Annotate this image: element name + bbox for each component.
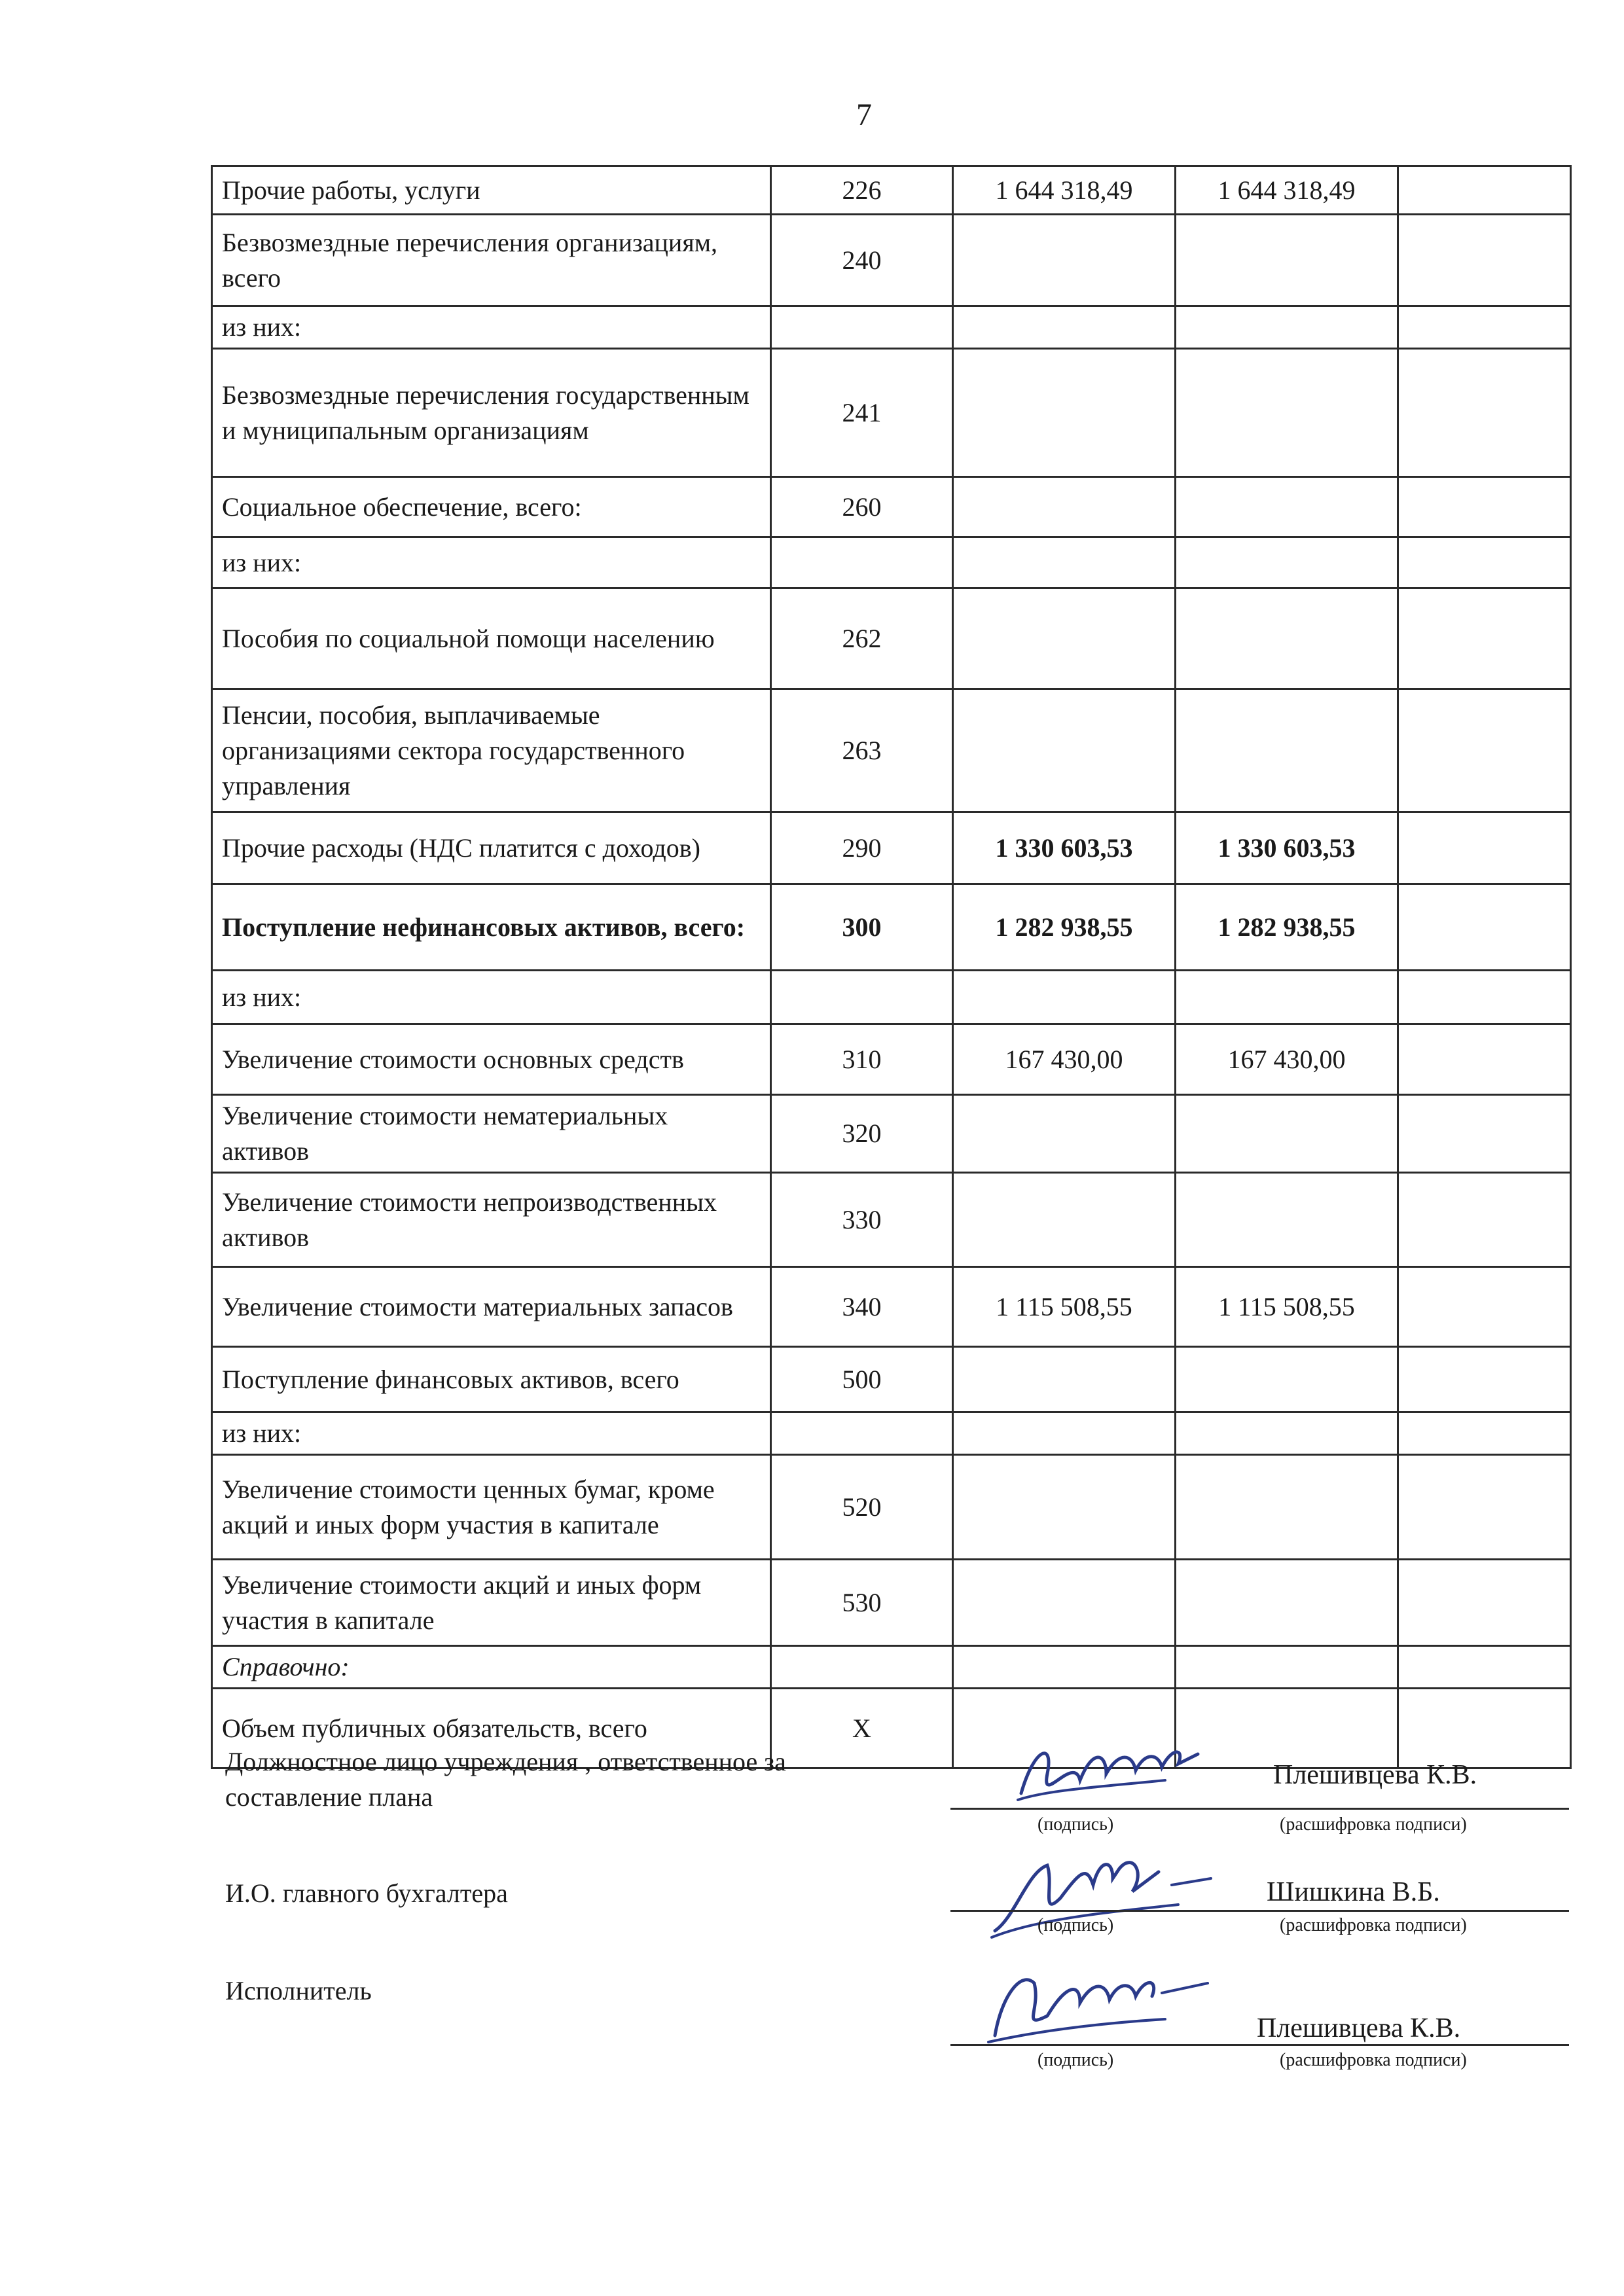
row-value-plan: 1 330 603,53: [953, 812, 1176, 884]
row-value-total: [1176, 1095, 1398, 1173]
page-number: 7: [856, 98, 872, 132]
row-value-extra: [1398, 884, 1571, 971]
executor-label: Исполнитель: [225, 1976, 372, 2005]
row-value-extra: [1398, 1689, 1571, 1768]
row-value-total: [1176, 689, 1398, 812]
row-value-extra: [1398, 1412, 1571, 1455]
row-value-total: [1176, 349, 1398, 477]
signature-caption: (подпись): [1038, 2050, 1114, 2070]
name-caption: (расшифровка подписи): [1280, 1814, 1467, 1835]
row-value-extra: [1398, 1024, 1571, 1095]
row-value-total: [1176, 1455, 1398, 1560]
row-label: Увеличение стоимости нематериальных активов: [212, 1095, 771, 1173]
row-code: 263: [771, 689, 953, 812]
row-value-total: [1176, 1347, 1398, 1412]
row-label: Пенсии, пособия, выплачиваемые организациями сектора государственного управления: [212, 689, 771, 812]
row-value-plan: [953, 477, 1176, 537]
accountant-name: Шишкина В.Б.: [1267, 1877, 1440, 1907]
row-value-plan: [953, 1347, 1176, 1412]
row-value-plan: [953, 689, 1176, 812]
row-label: Увеличение стоимости непроизводственных активов: [212, 1173, 771, 1267]
row-label: Поступление финансовых активов, всего: [212, 1347, 771, 1412]
row-code: 290: [771, 812, 953, 884]
row-value-extra: [1398, 215, 1571, 306]
row-value-plan: [953, 1455, 1176, 1560]
row-value-total: [1176, 215, 1398, 306]
row-value-extra: [1398, 1173, 1571, 1267]
table-row: [212, 166, 1571, 215]
row-value-extra: [1398, 1455, 1571, 1560]
table-row: [212, 306, 1571, 349]
row-value-total: [1176, 537, 1398, 588]
row-label: Увеличение стоимости основных средств: [212, 1024, 771, 1095]
row-label: Прочие расходы (НДС платится с доходов): [212, 812, 771, 884]
table-row: [212, 1173, 1571, 1267]
row-value-extra: [1398, 166, 1571, 215]
table-row: [212, 1560, 1571, 1646]
row-label: Поступление нефинансовых активов, всего:: [212, 884, 771, 971]
row-value-extra: [1398, 689, 1571, 812]
row-value-plan: [953, 215, 1176, 306]
row-value-plan: [953, 588, 1176, 689]
row-value-plan: 167 430,00: [953, 1024, 1176, 1095]
row-value-extra: [1398, 477, 1571, 537]
row-value-plan: [953, 1560, 1176, 1646]
row-label: Объем публичных обязательств, всего: [212, 1689, 771, 1768]
row-label: Безвозмездные перечисления государственным и муниципальным организациям: [212, 349, 771, 477]
row-value-plan: 1 644 318,49: [953, 166, 1176, 215]
responsible-person-label: Должностное лицо учреждения , ответственное за составление плана: [225, 1747, 786, 1812]
table-row: [212, 1095, 1571, 1173]
row-value-extra: [1398, 1560, 1571, 1646]
row-code: [771, 306, 953, 349]
row-label: Безвозмездные перечисления организациям, всего: [212, 215, 771, 306]
table-row: [212, 884, 1571, 971]
table-row: [212, 1646, 1571, 1689]
row-code: 520: [771, 1455, 953, 1560]
row-value-total: [1176, 477, 1398, 537]
row-value-plan: 1 115 508,55: [953, 1267, 1176, 1347]
signature-line: [950, 2044, 1569, 2046]
name-caption: (расшифровка подписи): [1280, 2050, 1467, 2070]
row-code: 262: [771, 588, 953, 689]
row-label: из них:: [212, 306, 771, 349]
row-value-total: 167 430,00: [1176, 1024, 1398, 1095]
row-value-total: [1176, 1646, 1398, 1689]
table-row: [212, 477, 1571, 537]
row-value-plan: [953, 1689, 1176, 1768]
row-value-extra: [1398, 306, 1571, 349]
table-row: [212, 1689, 1571, 1768]
row-code: X: [771, 1689, 953, 1768]
row-label: из них:: [212, 971, 771, 1024]
row-code: 226: [771, 166, 953, 215]
row-value-plan: [953, 306, 1176, 349]
table-row: [212, 537, 1571, 588]
row-value-plan: 1 282 938,55: [953, 884, 1176, 971]
table-row: [212, 812, 1571, 884]
row-code: [771, 971, 953, 1024]
row-value-total: [1176, 306, 1398, 349]
row-value-total: 1 282 938,55: [1176, 884, 1398, 971]
row-label: Увеличение стоимости ценных бумаг, кроме акций и иных форм участия в капитале: [212, 1455, 771, 1560]
row-code: [771, 537, 953, 588]
row-value-total: [1176, 588, 1398, 689]
row-value-extra: [1398, 1347, 1571, 1412]
table-row: [212, 1412, 1571, 1455]
row-value-plan: [953, 537, 1176, 588]
table-row: [212, 1024, 1571, 1095]
name-caption: (расшифровка подписи): [1280, 1915, 1467, 1935]
executor-name: Плешивцева К.В.: [1257, 2013, 1461, 2043]
row-code: 530: [771, 1560, 953, 1646]
row-code: 320: [771, 1095, 953, 1173]
row-code: 260: [771, 477, 953, 537]
table-row: [212, 1455, 1571, 1560]
signature-caption: (подпись): [1038, 1814, 1114, 1835]
row-value-extra: [1398, 537, 1571, 588]
row-label: из них:: [212, 537, 771, 588]
row-label: Социальное обеспечение, всего:: [212, 477, 771, 537]
table-row: [212, 971, 1571, 1024]
row-value-plan: [953, 1646, 1176, 1689]
row-value-extra: [1398, 588, 1571, 689]
row-value-plan: [953, 971, 1176, 1024]
row-value-plan: [953, 1412, 1176, 1455]
accountant-label: И.О. главного бухгалтера: [225, 1878, 508, 1908]
row-code: 241: [771, 349, 953, 477]
row-label: Пособия по социальной помощи населению: [212, 588, 771, 689]
row-value-total: [1176, 1173, 1398, 1267]
table-row: [212, 1267, 1571, 1347]
row-value-extra: [1398, 1267, 1571, 1347]
row-code: [771, 1646, 953, 1689]
row-value-extra: [1398, 1646, 1571, 1689]
signature-line: [950, 1808, 1569, 1810]
row-label: из них:: [212, 1412, 771, 1455]
row-code: 340: [771, 1267, 953, 1347]
row-value-extra: [1398, 971, 1571, 1024]
row-value-total: 1 644 318,49: [1176, 166, 1398, 215]
row-label: Справочно:: [212, 1646, 771, 1689]
row-value-plan: [953, 1095, 1176, 1173]
table-row: [212, 349, 1571, 477]
signature-caption: (подпись): [1038, 1915, 1114, 1935]
row-code: 300: [771, 884, 953, 971]
row-code: 330: [771, 1173, 953, 1267]
row-value-total: [1176, 1689, 1398, 1768]
row-value-total: [1176, 1560, 1398, 1646]
row-label: Прочие работы, услуги: [212, 166, 771, 215]
row-value-total: 1 330 603,53: [1176, 812, 1398, 884]
row-value-total: 1 115 508,55: [1176, 1267, 1398, 1347]
table-row: [212, 1347, 1571, 1412]
row-code: 310: [771, 1024, 953, 1095]
row-value-plan: [953, 349, 1176, 477]
row-value-extra: [1398, 349, 1571, 477]
signature-line: [950, 1910, 1569, 1912]
accountant-signature-image: [988, 1846, 1224, 1944]
table-row: [212, 215, 1571, 306]
row-value-extra: [1398, 1095, 1571, 1173]
row-code: [771, 1412, 953, 1455]
row-label: Увеличение стоимости акций и иных форм участия в капитале: [212, 1560, 771, 1646]
responsible-person-name: Плешивцева К.В.: [1273, 1760, 1477, 1790]
row-value-extra: [1398, 812, 1571, 884]
row-label: Увеличение стоимости материальных запасов: [212, 1267, 771, 1347]
row-value-total: [1176, 971, 1398, 1024]
row-code: 240: [771, 215, 953, 306]
row-value-total: [1176, 1412, 1398, 1455]
table-row: [212, 588, 1571, 689]
row-value-plan: [953, 1173, 1176, 1267]
table-row: [212, 689, 1571, 812]
row-code: 500: [771, 1347, 953, 1412]
financial-plan-table: [211, 165, 1572, 1769]
executor-signature-image: [982, 1957, 1218, 2049]
